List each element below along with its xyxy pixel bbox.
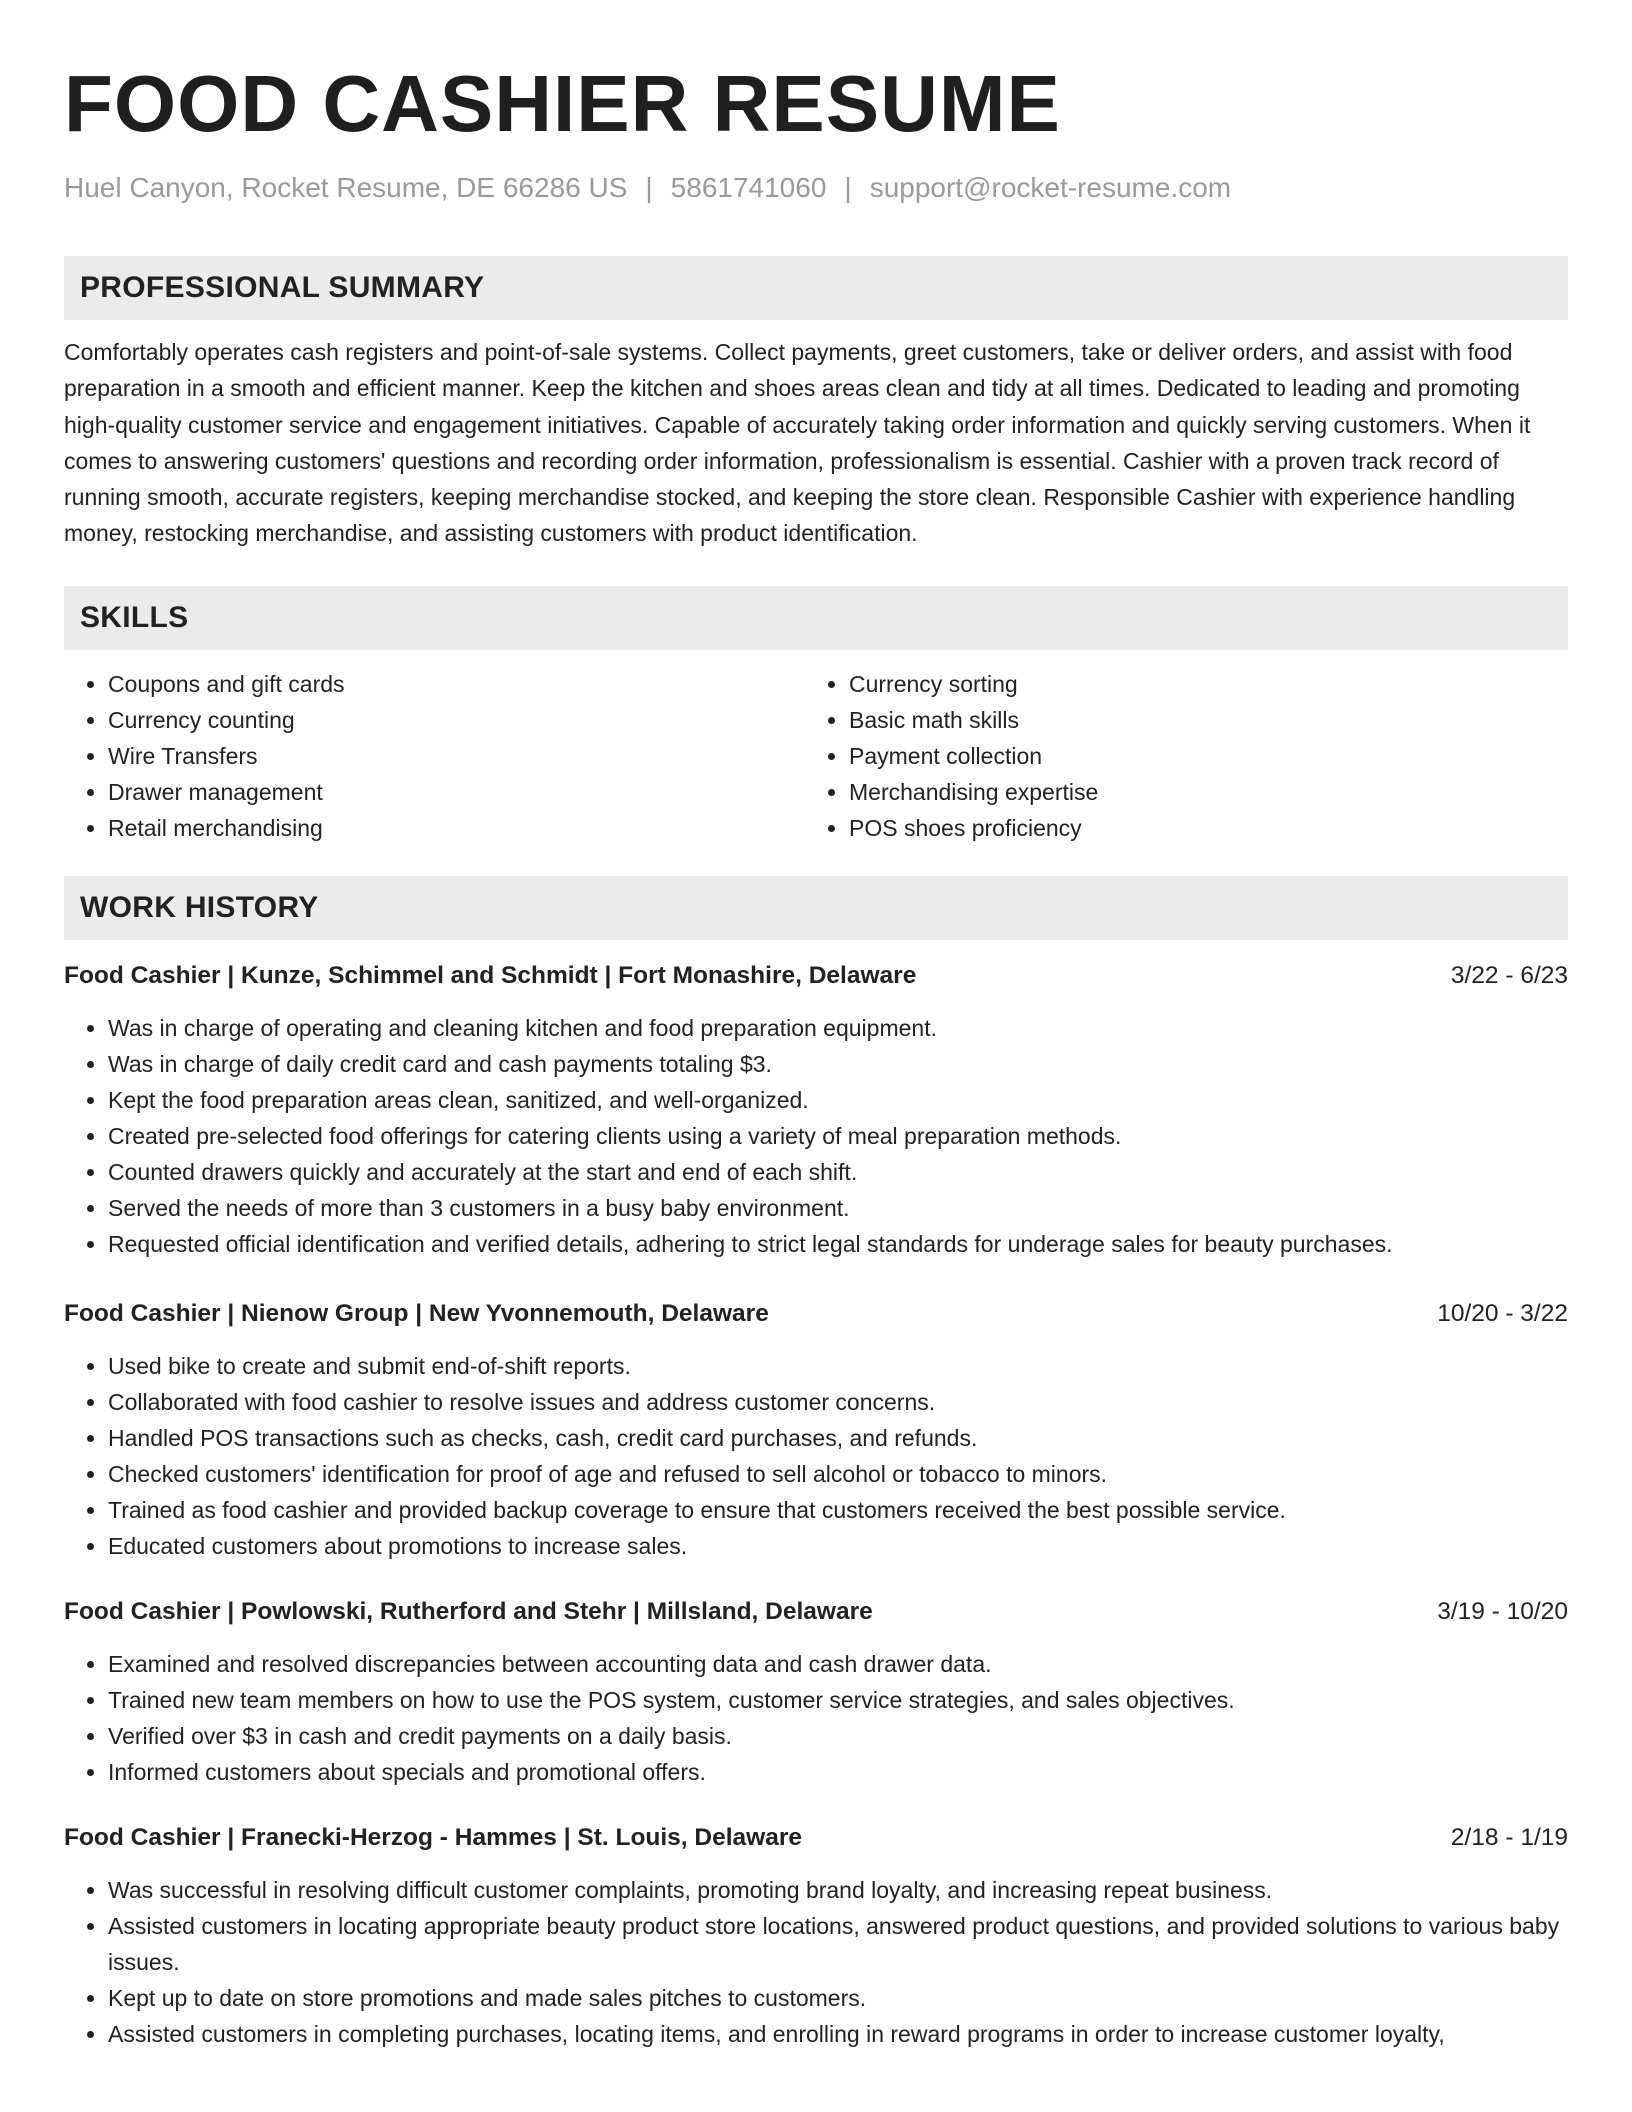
job-title: Food Cashier | Nienow Group | New Yvonnemouth, Delaware bbox=[64, 1299, 769, 1327]
job-duty: • Checked customers' identification for proof of age and refused to sell alcohol or tobacco to minors. bbox=[108, 1456, 1568, 1492]
job-title: Food Cashier | Franecki-Herzog - Hammes | St. Louis, Delaware bbox=[64, 1823, 803, 1851]
skill-item: • POS shoes proficiency bbox=[849, 810, 1546, 846]
job-duty: • Handled POS transactions such as checks, cash, credit card purchases, and refunds. bbox=[108, 1420, 1568, 1456]
job-duties bbox=[64, 1010, 1568, 1262]
job-duties bbox=[64, 1646, 1568, 1790]
contact-phone: 5861741060 bbox=[670, 172, 827, 203]
summary-paragraph: Comfortably operates cash registers and point-of-sale systems. Collect payments, greet customers, take or deliver orders, and assist with food preparation in a smooth and efficient manner. Keep the kitchen and shoes areas clean and tidy at all times. Dedicated to leading and promoting high-quality customer service and engagement initiatives. Capable of accurately taking order information and quickly serving customers. When it comes to answering customers' questions and recording order information, professionalism is essential. Cashier with a proven track record of running smooth, accurate registers, keeping merchandise stocked, and keeping the store clean. Responsible Cashier with experience handling money, restocking merchandise, and assisting customers with product identification. bbox=[64, 339, 1531, 547]
job-duty: • Informed customers about specials and promotional offers. bbox=[108, 1754, 1568, 1790]
job-entry bbox=[64, 1820, 1568, 2052]
job-duty: • Requested official identification and verified details, adhering to strict legal standards for underage sales for beauty purchases. bbox=[108, 1226, 1568, 1262]
job-duty: • Was in charge of operating and cleaning kitchen and food preparation equipment. bbox=[108, 1010, 1568, 1046]
job-entry bbox=[64, 1594, 1568, 1790]
job-dates: 10/20 - 3/22 bbox=[1437, 1299, 1568, 1327]
job-dates: 3/22 - 6/23 bbox=[1450, 961, 1568, 989]
job-entry bbox=[64, 958, 1568, 1262]
job-duty: • Assisted customers in completing purchases, locating items, and enrolling in reward programs in order to increase customer loyalty, bbox=[108, 2016, 1568, 2052]
job-dates: 3/19 - 10/20 bbox=[1437, 1597, 1568, 1625]
job-duty: • Assisted customers in locating appropriate beauty product store locations, answered product questions, and provided solutions to various baby issues. bbox=[108, 1908, 1568, 1980]
skill-item: • Coupons and gift cards bbox=[108, 666, 805, 702]
contact-line bbox=[64, 170, 1568, 206]
skill-item: • Payment collection bbox=[849, 738, 1546, 774]
section-header-work-history: WORK HISTORY bbox=[64, 876, 1568, 940]
skill-item: • Basic math skills bbox=[849, 702, 1546, 738]
job-duty: • Created pre-selected food offerings for catering clients using a variety of meal preparation methods. bbox=[108, 1118, 1568, 1154]
skills-column-right bbox=[805, 666, 1546, 846]
job-entry bbox=[64, 1296, 1568, 1564]
job-duty: • Used bike to create and submit end-of-shift reports. bbox=[108, 1348, 1568, 1384]
section-header-professional-summary: PROFESSIONAL SUMMARY bbox=[64, 256, 1568, 320]
skills-column-left bbox=[64, 666, 805, 846]
skill-item: • Merchandising expertise bbox=[849, 774, 1546, 810]
job-dates: 2/18 - 1/19 bbox=[1450, 1823, 1568, 1851]
job-duty: • Verified over $3 in cash and credit payments on a daily basis. bbox=[108, 1718, 1568, 1754]
contact-email: support@rocket-resume.com bbox=[869, 172, 1232, 203]
section-header-skills: SKILLS bbox=[64, 586, 1568, 650]
skill-item: • Currency sorting bbox=[849, 666, 1546, 702]
job-title: Food Cashier | Powlowski, Rutherford and Stehr | Millsland, Delaware bbox=[64, 1597, 873, 1625]
contact-address: Huel Canyon, Rocket Resume, DE 66286 US bbox=[64, 172, 628, 203]
job-title: Food Cashier | Kunze, Schimmel and Schmidt | Fort Monashire, Delaware bbox=[64, 961, 917, 989]
job-heading bbox=[64, 1820, 1568, 1856]
skill-item: • Wire Transfers bbox=[108, 738, 805, 774]
job-duties bbox=[64, 1348, 1568, 1564]
job-duty: • Was successful in resolving difficult customer complaints, promoting brand loyalty, and increasing repeat business. bbox=[108, 1872, 1568, 1908]
skill-item: • Drawer management bbox=[108, 774, 805, 810]
skill-item: • Currency counting bbox=[108, 702, 805, 738]
job-duties bbox=[64, 1872, 1568, 2052]
job-duty: • Trained as food cashier and provided backup coverage to ensure that customers received the best possible service. bbox=[108, 1492, 1568, 1528]
job-heading bbox=[64, 958, 1568, 994]
job-duty: • Examined and resolved discrepancies between accounting data and cash drawer data. bbox=[108, 1646, 1568, 1682]
job-duty: • Trained new team members on how to use the POS system, customer service strategies, and sales objectives. bbox=[108, 1682, 1568, 1718]
job-duty: • Served the needs of more than 3 customers in a busy baby environment. bbox=[108, 1190, 1568, 1226]
job-heading bbox=[64, 1296, 1568, 1332]
job-heading bbox=[64, 1594, 1568, 1630]
job-duty: • Was in charge of daily credit card and cash payments totaling $3. bbox=[108, 1046, 1568, 1082]
contact-separator: | bbox=[645, 172, 653, 203]
skills-list bbox=[64, 666, 1568, 846]
job-duty: • Educated customers about promotions to increase sales. bbox=[108, 1528, 1568, 1564]
skill-item: • Retail merchandising bbox=[108, 810, 805, 846]
job-duty: • Counted drawers quickly and accurately at the start and end of each shift. bbox=[108, 1154, 1568, 1190]
job-duty: • Collaborated with food cashier to resolve issues and address customer concerns. bbox=[108, 1384, 1568, 1420]
resume-title: FOOD CASHIER RESUME bbox=[64, 59, 1061, 148]
job-duty: • Kept the food preparation areas clean, sanitized, and well-organized. bbox=[108, 1082, 1568, 1118]
contact-separator: | bbox=[844, 172, 852, 203]
job-duty: • Kept up to date on store promotions and made sales pitches to customers. bbox=[108, 1980, 1568, 2016]
